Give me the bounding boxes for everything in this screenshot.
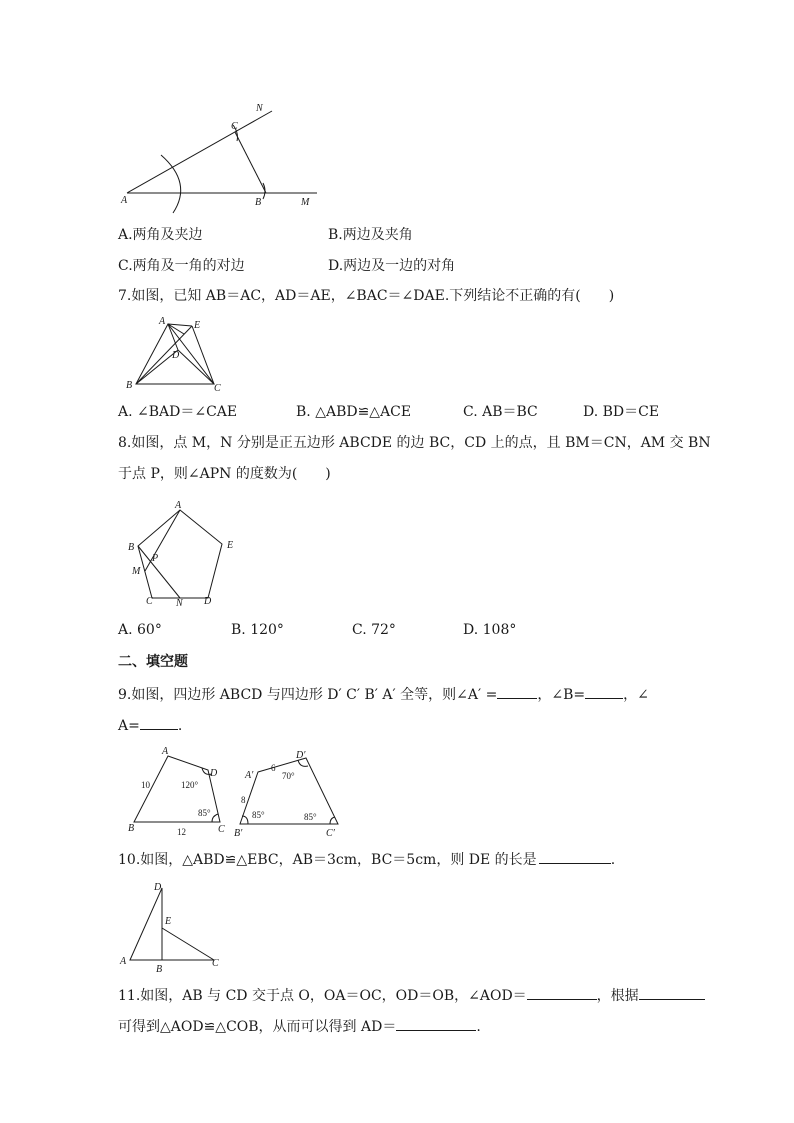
- label-e: E: [165, 916, 172, 927]
- q11-text-1: 11.如图，AB 与 CD 交于点 O，OA＝OC，OD＝OB，∠AOD＝: [118, 988, 527, 1004]
- label-d: D: [204, 596, 212, 607]
- q7-option-a: A. ∠BAD＝∠CAE: [118, 404, 238, 420]
- side-6: 6: [271, 763, 276, 773]
- triangle-abd: [130, 888, 162, 960]
- label-b: B: [128, 823, 135, 834]
- side-8: 8: [241, 795, 246, 805]
- q10-figure: [116, 878, 228, 974]
- q9-stem-line1: [118, 684, 649, 705]
- segment-ec: [162, 928, 214, 960]
- pentagon-abcde: [138, 510, 222, 598]
- segment-dc: [178, 350, 214, 384]
- label-c: C: [231, 121, 238, 132]
- label-a: A: [159, 316, 166, 327]
- q8-option-d: D. 108°: [463, 622, 517, 638]
- q9-figure: [124, 744, 350, 840]
- label-ap: A′: [245, 770, 254, 781]
- q9-text-1: 9.如图，四边形 ABCD 与四边形 D′ C′ B′ A′ 全等，则∠A′ =: [118, 687, 498, 703]
- angle-70: 70°: [282, 771, 295, 781]
- q9-text-3: ，∠: [623, 687, 649, 703]
- q8-option-b: B. 120°: [231, 622, 284, 638]
- q11-stem-line1: [118, 985, 705, 1006]
- label-n: N: [176, 598, 183, 609]
- q9-text-4: A=: [118, 718, 140, 734]
- q9-text-2: ，∠B=: [537, 687, 586, 703]
- label-cp: C′: [326, 828, 335, 839]
- q7-stem: 7.如图，已知 AB＝AC，AD＝AE，∠BAC＝∠DAE.下列结论不正确的有( ): [118, 288, 615, 304]
- label-d: D: [210, 768, 218, 779]
- side-12: 12: [177, 827, 186, 837]
- segment-bn: [138, 546, 180, 598]
- label-c: C: [212, 958, 219, 969]
- q11-text-2: ，根据: [596, 988, 639, 1004]
- label-b: B: [255, 197, 262, 208]
- label-c: C: [214, 383, 221, 394]
- label-b: B: [156, 964, 163, 975]
- q7-option-c: C. AB＝BC: [463, 404, 538, 420]
- answer-blank-7[interactable]: [396, 1016, 476, 1031]
- q9-stem-line2: [118, 715, 182, 736]
- label-a: A: [175, 500, 182, 511]
- segment-cb: [235, 132, 266, 193]
- answer-blank-2[interactable]: [585, 684, 623, 699]
- q7-figure: [122, 314, 232, 394]
- label-a: A: [121, 195, 128, 206]
- label-n: N: [256, 103, 263, 114]
- label-c: C: [218, 824, 225, 835]
- segment-ec: [192, 326, 214, 384]
- q6-option-c: C.两角及一角的对边: [118, 258, 245, 274]
- label-a: A: [120, 956, 127, 967]
- arc-3: [263, 183, 265, 199]
- label-b: B: [126, 380, 133, 391]
- label-a: A: [162, 746, 169, 757]
- label-m: M: [301, 197, 310, 208]
- q11-stem-line2: [118, 1016, 481, 1037]
- answer-blank-4[interactable]: [539, 849, 611, 864]
- ray-an: [127, 111, 272, 193]
- q10-text: 10.如图，△ABD≌△EBC，AB＝3cm，BC＝5cm，则 DE 的长是: [118, 852, 537, 868]
- label-b: B: [128, 542, 135, 553]
- label-d: D: [172, 350, 180, 361]
- side-10: 10: [141, 780, 150, 790]
- q11-text-4: .: [476, 1019, 481, 1035]
- q7-option-b: B. △ABD≌△ACE: [296, 404, 412, 420]
- q11-text-3: 可得到△AOD≌△COB，从而可以得到 AD＝: [118, 1019, 397, 1035]
- label-dp: D′: [296, 750, 306, 761]
- label-m: M: [132, 566, 141, 577]
- q8-pentagon-figure: [124, 498, 244, 610]
- angle-120: 120°: [181, 780, 199, 790]
- answer-blank-3[interactable]: [140, 715, 178, 730]
- q8-option-c: C. 72°: [352, 622, 396, 638]
- answer-blank-6[interactable]: [639, 985, 705, 1000]
- section-title: 二、填空题: [118, 654, 188, 670]
- q6-option-a: A.两角及夹边: [118, 227, 203, 243]
- label-d: D: [154, 882, 162, 893]
- answer-blank-5[interactable]: [527, 985, 597, 1000]
- construction-figure: [115, 95, 330, 215]
- angle-85-c: 85°: [304, 812, 317, 822]
- answer-blank-1[interactable]: [497, 684, 537, 699]
- q10-end: .: [610, 852, 616, 868]
- angle-85-b: 85°: [252, 810, 265, 820]
- angle-bp-mark: [242, 816, 248, 824]
- q9-text-5: .: [177, 718, 183, 734]
- angle-cp-mark: [330, 817, 335, 824]
- q8-stem-line1: 8.如图，点 M，N 分别是正五边形 ABCDE 的边 BC，CD 上的点，且 BM＝CN，AM 交 BN: [118, 435, 711, 451]
- q10-stem: [118, 849, 615, 870]
- angle-c-mark: [212, 814, 218, 822]
- q8-stem-line2: 于点 P，则∠APN 的度数为( ): [118, 466, 331, 482]
- label-e: E: [194, 320, 201, 331]
- q8-option-a: A. 60°: [118, 622, 162, 638]
- angle-85: 85°: [198, 808, 211, 818]
- q6-option-d: D.两边及一边的对角: [328, 258, 456, 274]
- q6-option-b: B.两边及夹角: [328, 227, 413, 243]
- label-p: P: [152, 553, 159, 564]
- arc-1: [161, 155, 181, 213]
- q7-option-d: D. BD＝CE: [583, 404, 660, 420]
- label-bp: B′: [234, 828, 243, 839]
- label-e: E: [227, 540, 234, 551]
- label-c: C: [146, 596, 153, 607]
